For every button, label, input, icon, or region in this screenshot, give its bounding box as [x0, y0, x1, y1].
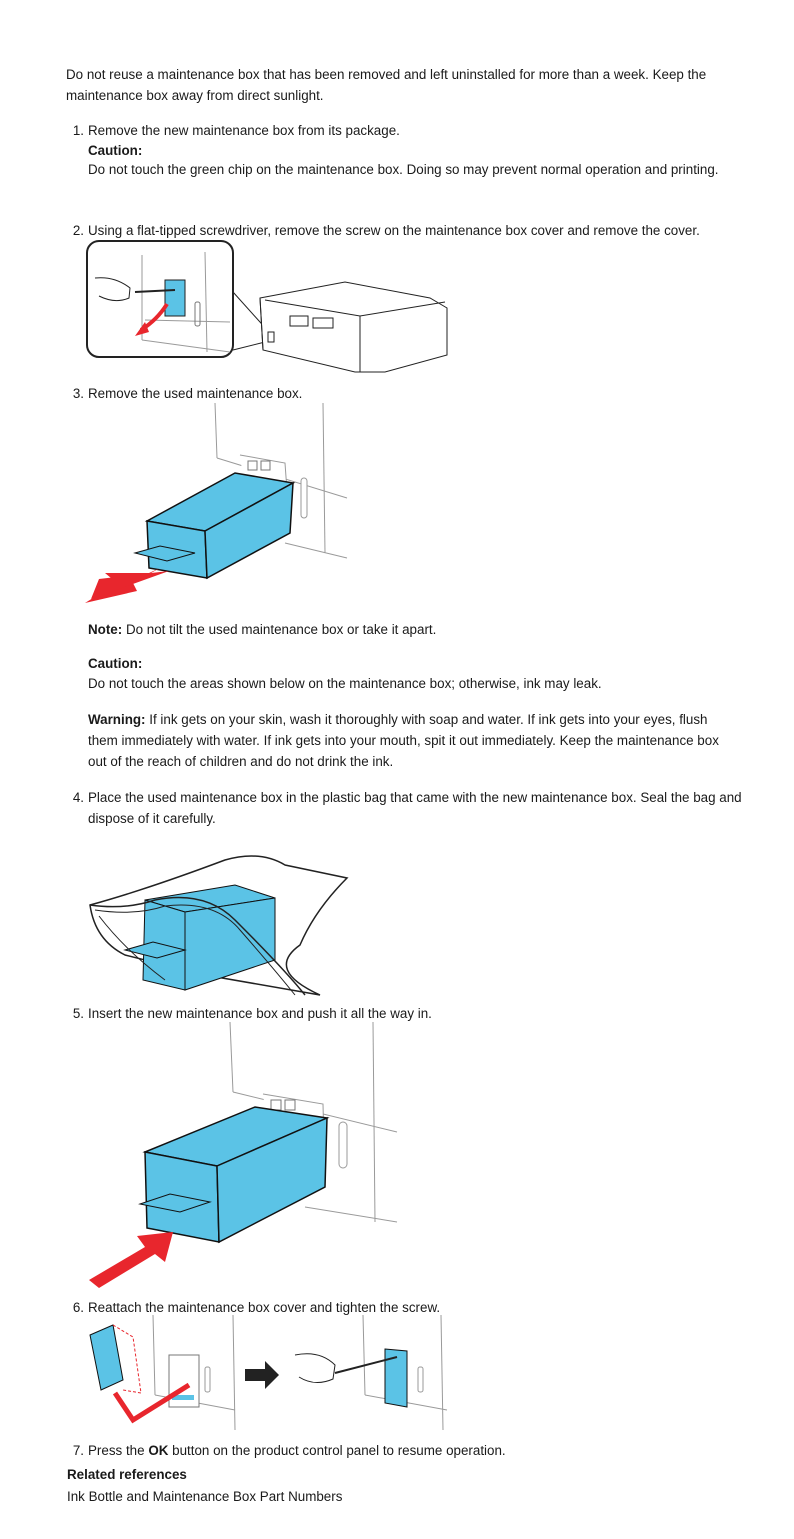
step-number: 2. — [72, 223, 84, 238]
step-text: Press the — [88, 1443, 145, 1458]
step-2 — [64, 221, 700, 240]
related-link[interactable]: Ink Bottle and Maintenance Box Part Numbers — [67, 1489, 343, 1504]
step-text: Place the used maintenance box in the plastic bag that came with the new maintenance box. Seal the bag and dispose of it carefully. — [88, 790, 742, 826]
bag-illustration — [85, 850, 355, 1000]
remove-box-illustration — [85, 403, 355, 608]
intro-paragraph: Do not reuse a maintenance box that has been removed and left uninstalled for more than a week. Keep the maintenance box away from direct sunlight. — [66, 67, 707, 103]
note — [88, 620, 436, 639]
insert-box-illustration — [85, 1022, 405, 1292]
step-number: 3. — [72, 386, 84, 401]
reattach-cover-illustration — [85, 1315, 455, 1430]
warning-text: If ink gets on your skin, wash it thoroughly with soap and water. If ink gets into your eyes, flush them immediately with water. If ink gets into your mouth, spit it out immediately. Keep the maintenance box out of the reach of children and do not drink the ink. — [88, 712, 719, 769]
caution-label: Caution: — [88, 143, 143, 158]
caution-text: Do not touch the areas shown below on the maintenance box; otherwise, ink may leak. — [88, 676, 602, 691]
step-3 — [64, 384, 302, 403]
step-1 — [64, 121, 400, 140]
step-number: 5. — [72, 1006, 84, 1021]
caution-label: Caution: — [88, 656, 143, 671]
warning — [88, 709, 738, 772]
step-4 — [64, 787, 778, 829]
note-label: Note: — [88, 622, 123, 637]
note-text: Do not tilt the used maintenance box or take it apart. — [125, 622, 437, 637]
step-number: 6. — [72, 1300, 84, 1315]
related-heading: Related references — [67, 1467, 187, 1482]
caution-text: Do not touch the green chip on the maintenance box. Doing so may prevent normal operation and printing. — [88, 162, 719, 177]
step-7 — [64, 1441, 506, 1460]
remove-cover-illustration — [85, 240, 455, 380]
step-number: 1. — [72, 123, 84, 138]
warning-label: Warning: — [88, 712, 146, 727]
step-text: Remove the new maintenance box from its package. — [88, 123, 400, 138]
step-text: Insert the new maintenance box and push it all the way in. — [88, 1006, 432, 1021]
step-text: button on the product control panel to resume operation. — [172, 1443, 506, 1458]
step-number: 7. — [72, 1443, 84, 1458]
ok-button-label: OK — [148, 1443, 169, 1458]
step-text: Using a flat-tipped screwdriver, remove the screw on the maintenance box cover and remove the cover. — [88, 223, 700, 238]
step-number: 4. — [72, 790, 84, 805]
step-5 — [64, 1004, 432, 1023]
step-text: Reattach the maintenance box cover and tighten the screw. — [88, 1300, 441, 1315]
step-text: Remove the used maintenance box. — [88, 386, 303, 401]
